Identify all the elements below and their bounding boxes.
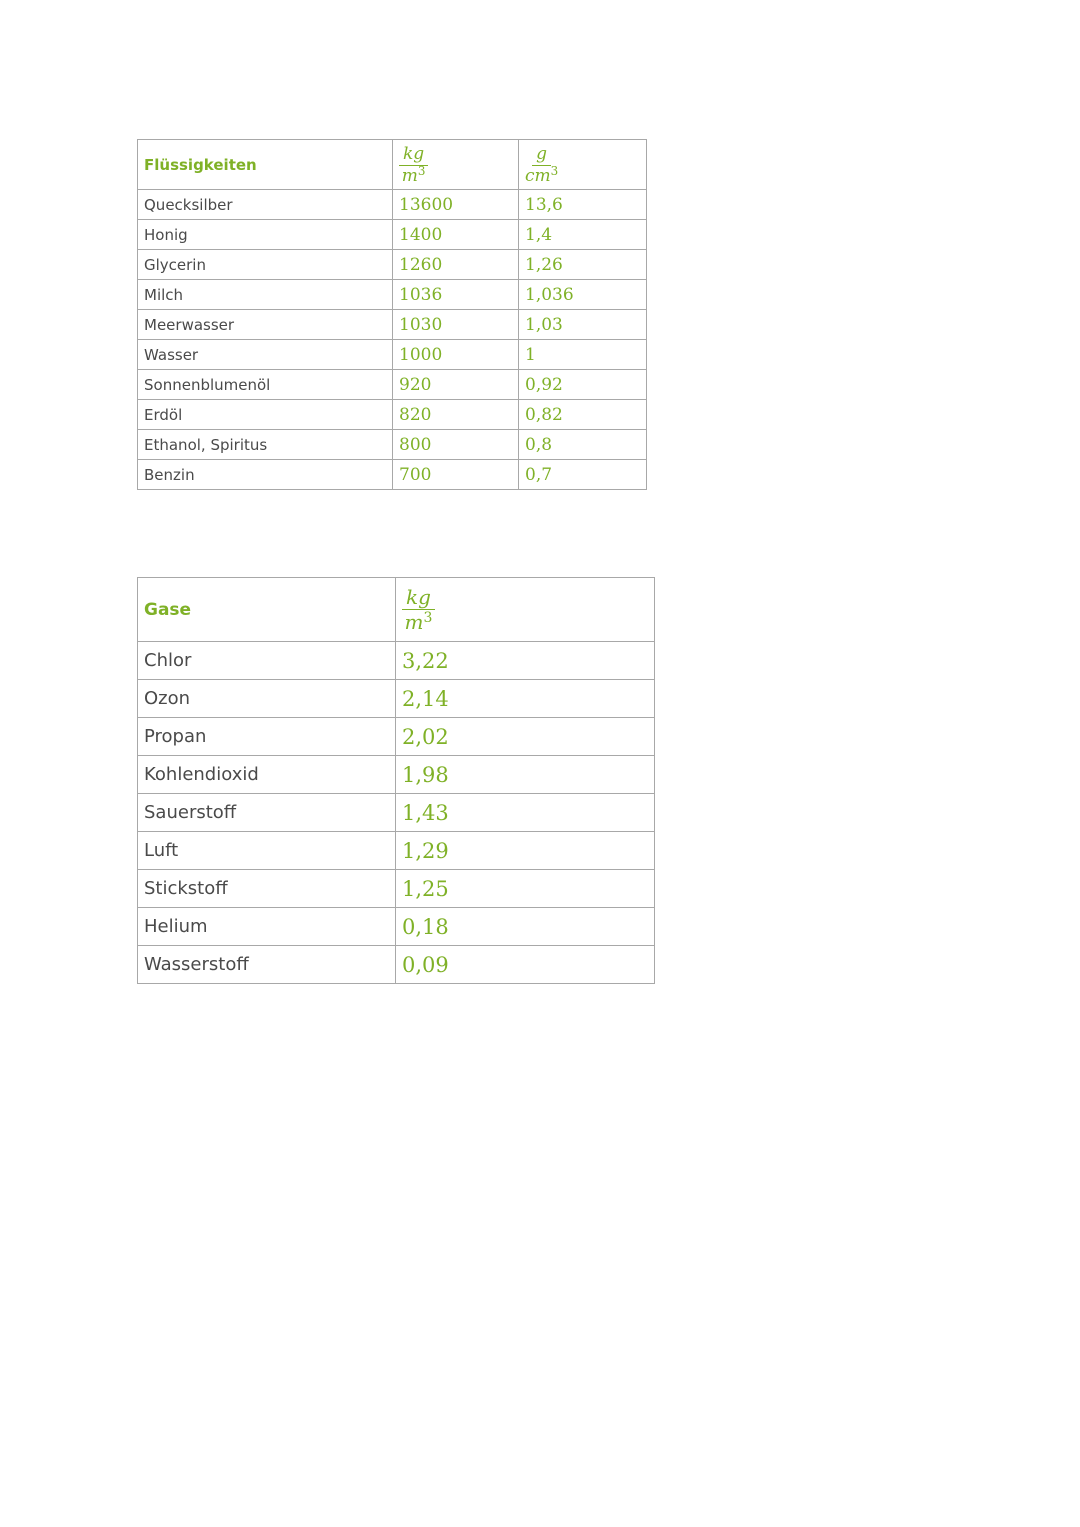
table-row — [138, 220, 647, 250]
density-kg-m3-cell: 13600 — [393, 190, 519, 220]
density-kg-m3-cell: 1400 — [393, 220, 519, 250]
gas-name-cell: Wasserstoff — [138, 946, 396, 984]
gases-header-label — [138, 578, 396, 642]
liquids-header-label — [138, 140, 393, 190]
unit-denominator-base: m — [404, 610, 424, 634]
unit-denominator — [401, 163, 426, 186]
density-g-cm3-cell: 1 — [519, 340, 647, 370]
gases-header-row — [138, 578, 655, 642]
density-g-cm3-cell: 0,7 — [519, 460, 647, 490]
density-g-cm3-cell: 1,03 — [519, 310, 647, 340]
density-kg-m3-cell: 2,02 — [396, 718, 655, 756]
density-kg-m3-cell: 0,09 — [396, 946, 655, 984]
density-g-cm3-cell: 0,82 — [519, 400, 647, 430]
gases-table-body — [138, 578, 655, 984]
density-g-cm3-cell: 1,26 — [519, 250, 647, 280]
table-row — [138, 794, 655, 832]
unit-numerator: kg — [402, 587, 435, 610]
table-row — [138, 430, 647, 460]
table-row — [138, 718, 655, 756]
table-row — [138, 870, 655, 908]
substance-name-cell: Milch — [138, 280, 393, 310]
unit-exponent: 3 — [550, 163, 559, 178]
gas-name-cell: Kohlendioxid — [138, 756, 396, 794]
density-kg-m3-cell: 0,18 — [396, 908, 655, 946]
liquids-header-row — [138, 140, 647, 190]
substance-name-cell: Benzin — [138, 460, 393, 490]
table-row — [138, 340, 647, 370]
density-kg-m3-cell: 1,43 — [396, 794, 655, 832]
density-kg-m3-cell: 1260 — [393, 250, 519, 280]
substance-name-cell: Meerwasser — [138, 310, 393, 340]
substance-name-cell: Ethanol, Spiritus — [138, 430, 393, 460]
table-row — [138, 400, 647, 430]
unit-exponent: 3 — [423, 610, 433, 626]
table-row — [138, 370, 647, 400]
density-kg-m3-cell: 800 — [393, 430, 519, 460]
gas-name-cell: Stickstoff — [138, 870, 396, 908]
substance-name-cell: Erdöl — [138, 400, 393, 430]
density-kg-m3-cell: 1,29 — [396, 832, 655, 870]
density-kg-m3-cell: 1036 — [393, 280, 519, 310]
density-kg-m3-cell: 920 — [393, 370, 519, 400]
table-row — [138, 460, 647, 490]
density-g-cm3-cell: 0,8 — [519, 430, 647, 460]
gas-name-cell: Helium — [138, 908, 396, 946]
gas-name-cell: Luft — [138, 832, 396, 870]
substance-name-cell: Honig — [138, 220, 393, 250]
table-row — [138, 832, 655, 870]
density-kg-m3-cell: 1030 — [393, 310, 519, 340]
substance-name-cell: Sonnenblumenöl — [138, 370, 393, 400]
gas-name-cell: Sauerstoff — [138, 794, 396, 832]
substance-name-cell: Wasser — [138, 340, 393, 370]
density-kg-m3-cell: 3,22 — [396, 642, 655, 680]
unit-denominator-base: m — [401, 165, 418, 186]
unit-numerator: kg — [399, 146, 428, 166]
density-kg-m3-cell: 1,98 — [396, 756, 655, 794]
table-row — [138, 250, 647, 280]
unit-g-per-cm3-header — [519, 140, 647, 190]
substance-name-cell: Quecksilber — [138, 190, 393, 220]
unit-fraction-kg-m3 — [399, 143, 428, 186]
gases-density-table — [137, 577, 655, 984]
density-g-cm3-cell: 0,92 — [519, 370, 647, 400]
gas-name-cell: Chlor — [138, 642, 396, 680]
gas-name-cell: Propan — [138, 718, 396, 756]
density-kg-m3-cell: 2,14 — [396, 680, 655, 718]
liquids-table-body — [138, 140, 647, 490]
unit-kg-per-m3-header — [393, 140, 519, 190]
density-g-cm3-cell: 1,4 — [519, 220, 647, 250]
liquids-header-text: Flüssigkeiten — [144, 155, 257, 174]
table-row — [138, 756, 655, 794]
table-row — [138, 310, 647, 340]
unit-kg-per-m3-header — [396, 578, 655, 642]
table-row — [138, 680, 655, 718]
unit-denominator — [525, 163, 559, 186]
table-row — [138, 946, 655, 984]
density-g-cm3-cell: 1,036 — [519, 280, 647, 310]
unit-exponent: 3 — [417, 163, 426, 178]
unit-denominator-base: cm — [525, 165, 551, 186]
gases-header-text: Gase — [144, 600, 192, 620]
table-row — [138, 280, 647, 310]
table-row — [138, 642, 655, 680]
unit-fraction-g-cm3 — [525, 143, 559, 186]
density-kg-m3-cell: 820 — [393, 400, 519, 430]
density-g-cm3-cell: 13,6 — [519, 190, 647, 220]
unit-denominator — [405, 610, 433, 632]
unit-numerator: g — [532, 146, 551, 166]
unit-fraction-kg-m3 — [402, 587, 435, 632]
substance-name-cell: Glycerin — [138, 250, 393, 280]
density-kg-m3-cell: 1000 — [393, 340, 519, 370]
table-row — [138, 190, 647, 220]
liquids-density-table — [137, 139, 647, 490]
density-kg-m3-cell: 700 — [393, 460, 519, 490]
density-kg-m3-cell: 1,25 — [396, 870, 655, 908]
gas-name-cell: Ozon — [138, 680, 396, 718]
table-row — [138, 908, 655, 946]
